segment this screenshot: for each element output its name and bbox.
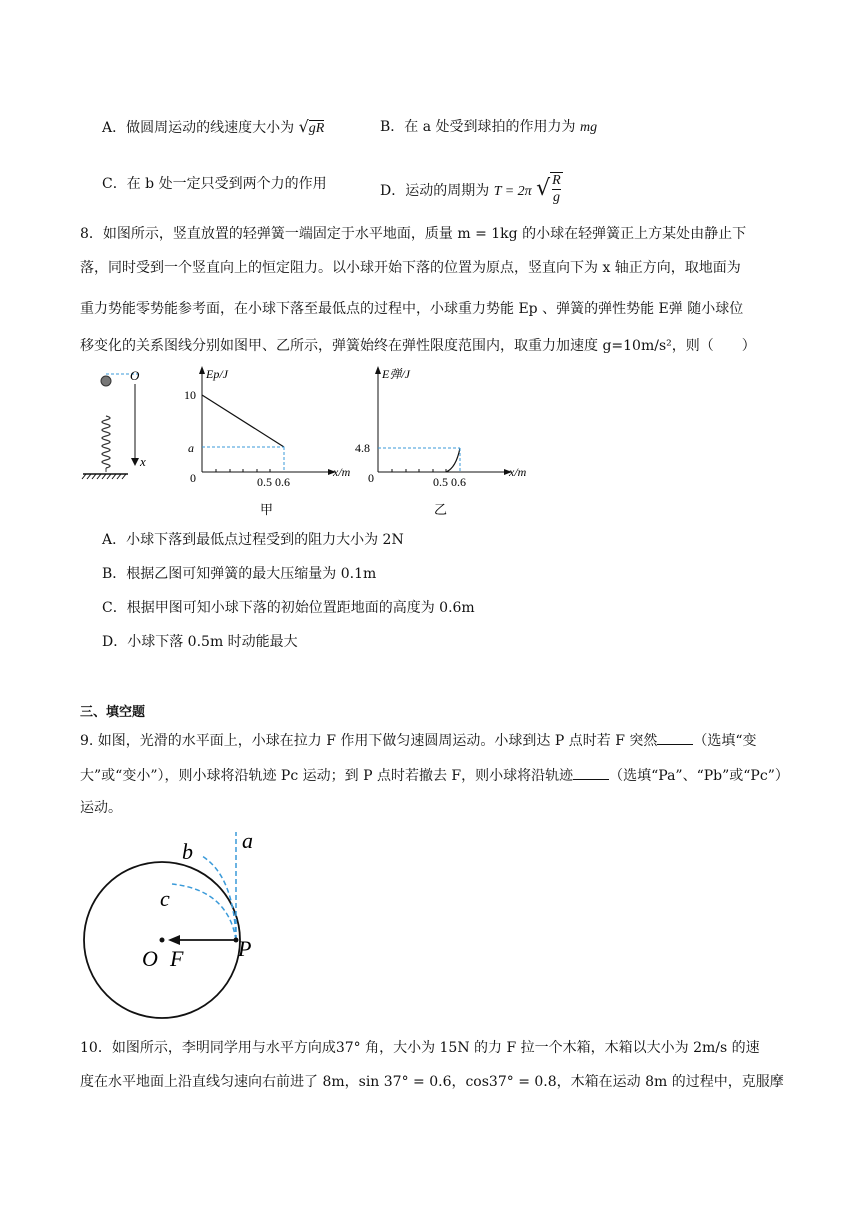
q7-option-d xyxy=(380,174,563,208)
circle-figure xyxy=(78,826,278,1026)
center-point xyxy=(160,938,165,943)
y-arrow-icon xyxy=(375,366,381,374)
q9-line-2-a: 大”或“变小”），则小球将沿轨迹 Pc 运动；到 P 点时若撤去 F，则小球将沿轨迹 xyxy=(80,768,574,784)
sqrt-frac: √ $\frac{R}{g}$ xyxy=(536,173,561,205)
path-b xyxy=(202,856,236,940)
q9-line-1-b: （选填“变 xyxy=(693,733,757,749)
q8-option-d: D．小球下落 0.5m 时动能最大 xyxy=(102,634,298,650)
q7-option-c: C．在 b 处一定只受到两个力的作用 xyxy=(102,176,327,192)
ball-icon xyxy=(101,376,111,386)
q8-option-b: B．根据乙图可知弹簧的最大压缩量为 0.1m xyxy=(102,566,377,582)
x-axis-arrow-icon xyxy=(131,458,139,466)
x-axis-label: x xyxy=(140,454,146,469)
ep-line xyxy=(202,395,284,447)
frac-den: g xyxy=(552,190,560,205)
q9-line-3: 运动。 xyxy=(80,800,122,816)
origin-0: 0 xyxy=(368,471,374,485)
q8-line-3: 重力势能零势能参考面，在小球下落至最低点的过程中，小球重力势能 Ep 、弹簧的弹性势能 E弹 随小球位 xyxy=(80,301,744,317)
caption-jia: 甲 xyxy=(260,502,274,517)
q10-line-2: 度在水平地面上沿直线匀速向右前进了 8m，sin 37° = 0.6，cos37° = 0.8，木箱在运动 8m 的过程中，克服摩 xyxy=(80,1074,784,1090)
chart-jia xyxy=(180,364,350,519)
y-tick-a: a xyxy=(188,441,194,455)
sqrt-expr: √gR xyxy=(298,117,325,136)
label-f: F xyxy=(170,946,184,971)
label-b: b xyxy=(182,839,193,864)
y-axis-label: E弹/J xyxy=(382,367,410,381)
q9-line-2-b: （选填“Pa”、“Pb”或“Pc”） xyxy=(609,768,789,784)
q7-option-b xyxy=(380,117,597,138)
path-c xyxy=(172,884,236,940)
origin-0: 0 xyxy=(190,471,196,485)
spring-icon xyxy=(102,416,110,468)
chart-yi xyxy=(352,364,537,519)
q7-option-d-expr: T = 2π xyxy=(493,184,532,199)
force-arrow-head-icon xyxy=(168,935,180,945)
x-axis-label: x/m xyxy=(509,465,527,479)
answer-blank-2[interactable] xyxy=(573,767,609,780)
sqrt-content: gR xyxy=(308,121,325,136)
label-c: c xyxy=(160,886,170,911)
label-a: a xyxy=(242,828,253,853)
caption-yi: 乙 xyxy=(434,502,448,517)
spring-figure xyxy=(78,364,168,482)
x-axis-label: x/m xyxy=(333,465,350,479)
y-axis-label: Ep/J xyxy=(206,367,228,381)
q7-option-b-expr: mg xyxy=(580,120,598,135)
q8-line-2: 落，同时受到一个竖直向上的恒定阻力。以小球开始下落的位置为原点，竖直向下为 x 轴正方向，取地面为 xyxy=(80,260,741,276)
y-arrow-icon xyxy=(199,366,205,374)
x-tick-labels: 0.5 0.6 xyxy=(433,475,466,489)
q7-option-b-text: B．在 a 处受到球拍的作用力为 xyxy=(380,119,576,135)
q9-line-2 xyxy=(80,766,789,786)
spring-energy-curve xyxy=(446,448,460,472)
answer-blank-1[interactable] xyxy=(657,732,693,745)
q7-option-a-text: A．做圆周运动的线速度大小为 xyxy=(102,120,295,136)
q8-line-4: 移变化的关系图线分别如图甲、乙所示，弹簧始终在弹性限度范围内，取重力加速度 g=10m/s²，则（ ） xyxy=(80,338,756,354)
q7-option-d-text: D．运动的周期为 xyxy=(380,183,490,199)
q8-option-c: C．根据甲图可知小球下落的初始位置距地面的高度为 0.6m xyxy=(102,600,475,616)
label-p: P xyxy=(238,936,252,961)
q8-line-1: 8．如图所示，竖直放置的轻弹簧一端固定于水平地面，质量 m = 1kg 的小球在轻弹簧正上方某处由静止下 xyxy=(80,226,747,242)
frac-num: R xyxy=(552,173,561,188)
q9-line-1 xyxy=(80,731,757,751)
x-tick-labels: 0.5 0.6 xyxy=(257,475,290,489)
q7-option-a xyxy=(102,117,324,139)
q10-line-1: 10．如图所示，李明同学用与水平方向成37° 角，大小为 15N 的力 F 拉一个木箱，木箱以大小为 2m/s 的速 xyxy=(80,1040,760,1056)
y-tick-4-8: 4.8 xyxy=(355,441,370,455)
section-title: 三、填空题 xyxy=(80,705,146,720)
q9-line-1-a: 9. 如图，光滑的水平面上，小球在拉力 F 作用下做匀速圆周运动。小球到达 P 点时若 F 突然 xyxy=(80,733,658,749)
q8-option-a: A．小球下落到最低点过程受到的阻力大小为 2N xyxy=(102,532,404,548)
y-tick-10: 10 xyxy=(184,388,196,402)
origin-label: O xyxy=(130,368,140,383)
label-o: O xyxy=(142,946,158,971)
